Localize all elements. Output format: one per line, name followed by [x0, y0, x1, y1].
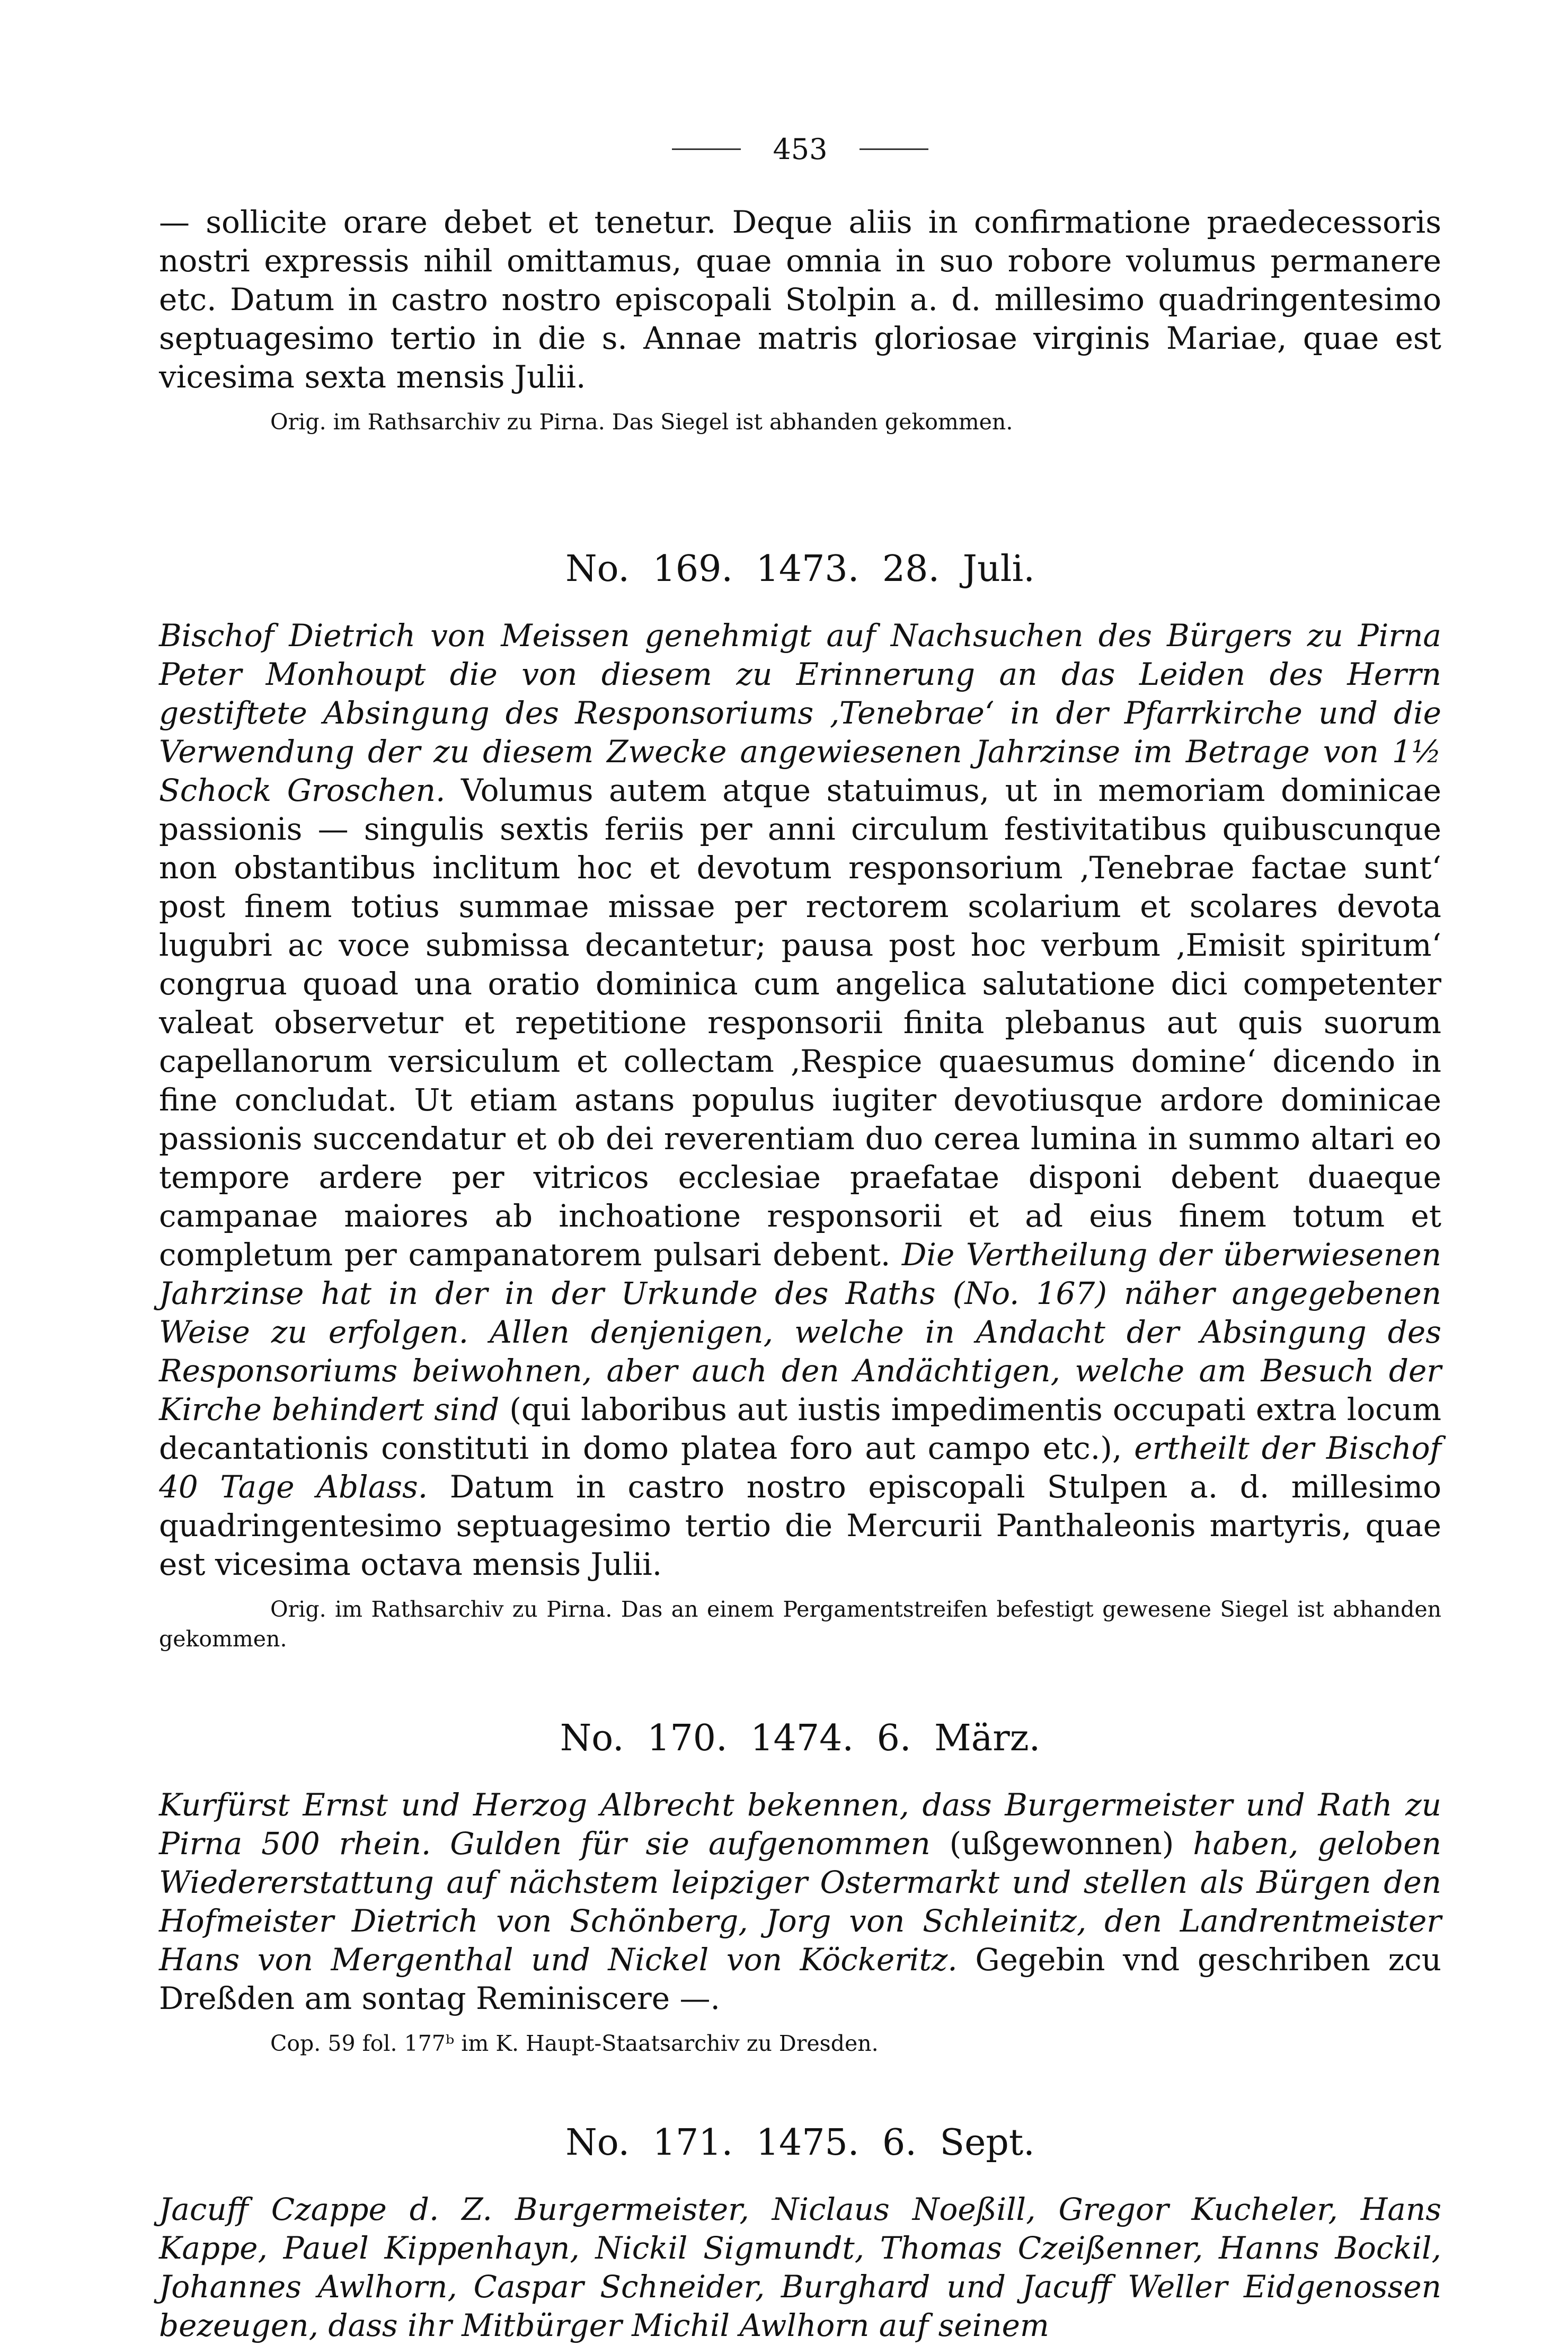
- header-rule-left: [672, 148, 741, 150]
- doc-170-note: Cop. 59 fol. 177ᵇ im K. Haupt-Staatsarchiv zu Dresden.: [270, 2031, 879, 2056]
- doc-169-summary-2: Die Vertheilung der überwiesenen Jahrzinse hat in der in der Urkunde des Raths (No. 167) näher angegebenen Weise zu erfolgen. Allen denjenigen, welche in Andacht der Absingung des Responsoriums beiwohnen, aber auch den Andächtigen, welche am Besuch der Kirche behindert sind: [159, 1237, 1441, 1427]
- doc-170-quote: (ußgewonnen): [930, 1826, 1193, 1862]
- doc-169-note: Orig. im Rathsarchiv zu Pirna. Das an einem Pergamentstreifen befestigt gewesene Siegel ist abhanden gekommen.: [159, 1597, 1441, 1652]
- doc-170-heading: No. 170. 1474. 6. März.: [560, 1717, 1041, 1759]
- doc-169-dating: Datum in castro nostro episcopali Stulpen a. d. millesimo quadringentesimo septuagesimo tertio die Mercurii Panthaleonis martyris, quae est vicesima octava mensis Julii.: [159, 1469, 1442, 1582]
- continuation-text: — sollicite orare debet et tenetur. Deque aliis in confirmatione praedecessoris nostri expressis nihil omittamus, quae omnia in suo robore volumus permanere etc. Datum in castro nostro episcopali Stolpin a. d. millesimo quadringentesimo septuagesimo tertio in die s. Annae matris gloriosae virginis Mariae, quae est vicesima sexta mensis Julii.: [159, 204, 1441, 395]
- doc-169-summary: Bischof Dietrich von Meissen genehmigt auf Nachsuchen des Bürgers zu Pirna Peter Monhoupt die von diesem zu Erinnerung an das Leiden des Herrn gestiftete Absingung des Responsoriums ‚Tenebrae‘ in der Pfarrkirche und die Verwendung der zu diesem Zwecke angewiesenen Jahrzinse im Betrage von 1½ Schock Groschen.: [159, 618, 1441, 808]
- header-rule-right: [860, 148, 928, 150]
- doc-169-text: [159, 616, 1441, 1584]
- doc-171-text: [159, 2190, 1441, 2345]
- page-number: 453: [773, 133, 828, 166]
- doc-169-latin-text: Volumus autem atque statuimus, ut in memoriam dominicae passionis — singulis sextis feriis per anni circulum festivitatibus quibuscunque non obstantibus inclitum hoc et devotum responsorium ‚Tenebrae factae sunt‘ post finem totius summae missae per rectorem scolarium et scolares devota lugubri ac voce submissa decantetur; pausa post hoc verbum ‚Emisit spiritum‘ congrua quoad una oratio dominica cum angelica salutatione dici competenter valeat observetur et repetitione responsorii finita plebanus aut quis suorum capellanorum versiculum et collectam ‚Respice quaesumus domine‘ dicendo in fine concludat. Ut etiam astans populus iugiter devotiusque ardore dominicae passionis succendatur et ob dei reverentiam duo cerea lumina in summo altari eo tempore ardere per vitricos ecclesiae praefatae disponi debent duaeque campanae maiores ab inchoatione responsorii et ad eius finem totum et completum per campanatorem pulsari debent.: [159, 772, 1441, 1273]
- doc-170-dating: Gegebin vnd geschriben zcu Dreßden am sontag Reminiscere —.: [159, 1942, 1441, 2016]
- doc-169-summary-3: ertheilt der Bischof 40 Tage Ablass.: [159, 1430, 1442, 1505]
- continuation-note: Orig. im Rathsarchiv zu Pirna. Das Siegel ist abhanden gekommen.: [270, 409, 1013, 435]
- doc-171-summary: Jacuff Czappe d. Z. Burgermeister, Niclaus Noeßill, Gregor Kucheler, Hans Kappe, Pauel Kippenhayn, Nickil Sigmundt, Thomas Czeißenner, Hanns Bockil, Johannes Awlhorn, Caspar Schneider, Burghard und Jacuff Weller Eidgenossen bezeugen, dass ihr Mitbürger Michil Awlhorn auf seinem: [159, 2191, 1441, 2343]
- doc-171-heading: No. 171. 1475. 6. Sept.: [565, 2122, 1035, 2164]
- doc-170-text: [159, 1786, 1441, 2018]
- doc-170-summary-2: haben, geloben Wiedererstattung auf nächstem leipziger Ostermarkt und stellen als Bürgen den Hofmeister Dietrich von Schönberg, Jorg von Schleinitz, den Landrentmeister Hans von Mergenthal und Nickel von Köckeritz.: [159, 1826, 1441, 1978]
- doc-169-latin-text-2: (qui laboribus aut iustis impedimentis occupati extra locum decantationis constituti in domo platea foro aut campo etc.),: [159, 1391, 1441, 1466]
- page-header: [159, 133, 1441, 166]
- doc-170-summary: Kurfürst Ernst und Herzog Albrecht bekennen, dass Burgermeister und Rath zu Pirna 500 rhein. Gulden für sie aufgenommen: [159, 1787, 1441, 1862]
- doc-169-heading: No. 169. 1473. 28. Juli.: [565, 548, 1035, 590]
- document-page: [159, 133, 1441, 2345]
